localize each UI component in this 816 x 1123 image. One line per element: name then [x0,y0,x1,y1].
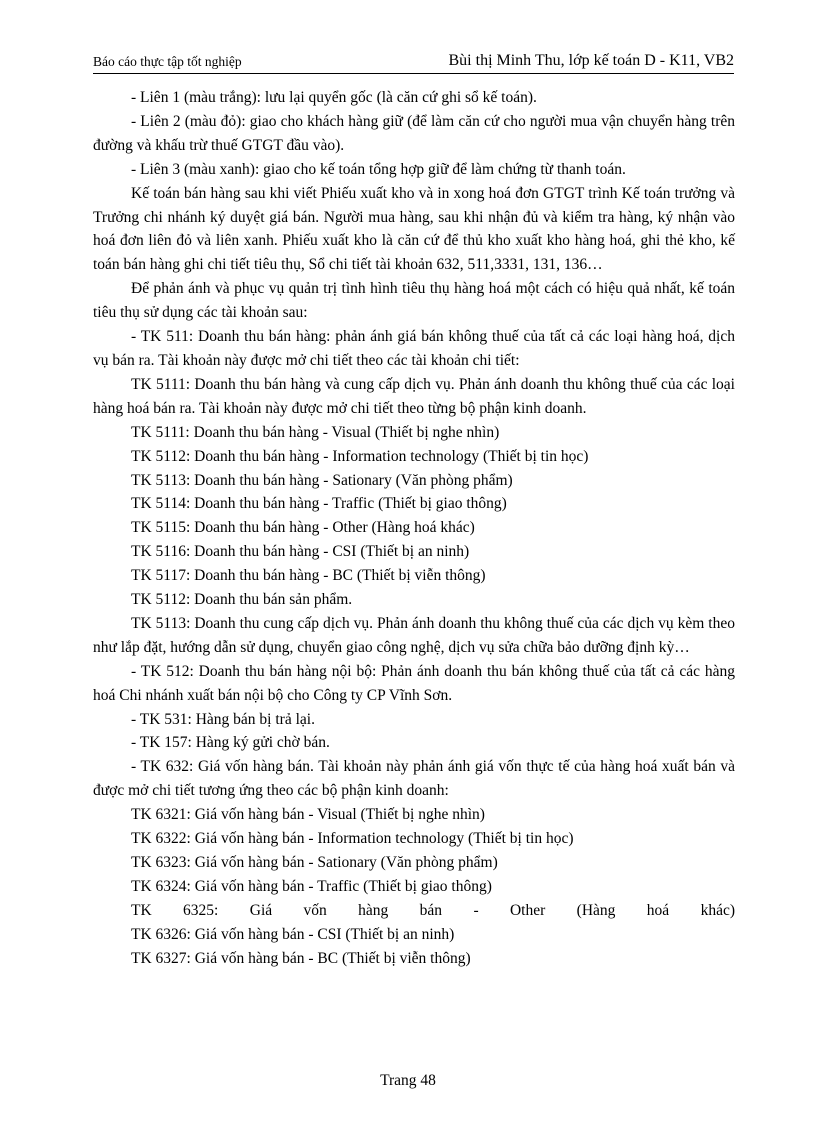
page-number: Trang 48 [380,1072,436,1089]
header-divider [93,73,734,74]
list-item-tk-5116: TK 5116: Doanh thu bán hàng - CSI (Thiết bị an ninh) [131,543,470,561]
list-item-tk-5112: TK 5112: Doanh thu bán hàng - Information technology (Thiết bị tin học) [131,447,589,465]
list-item-tk-5111: TK 5111: Doanh thu bán hàng - Visual (Thiết bị nghe nhìn) [131,423,500,441]
list-item-tk-6322: TK 6322: Giá vốn hàng bán - Information technology (Thiết bị tin học) [131,830,574,848]
list-item-tk-5115: TK 5115: Doanh thu bán hàng - Other (Hàng hoá khác) [131,519,475,537]
paragraph-copy-3: - Liên 3 (màu xanh): giao cho kế toán tổng hợp giữ để làm chứng từ thanh toán. [131,160,626,178]
list-item-tk-6327: TK 6327: Giá vốn hàng bán - BC (Thiết bị viễn thông) [131,949,471,967]
paragraph-tk-5111: TK 5111: Doanh thu bán hàng và cung cấp dịch vụ. Phản ánh doanh thu không thuế của các loại hàng hoá bán ra. Tài khoản này được mở chi tiết theo từng bộ phận kinh doanh. [93,375,735,417]
paragraph-tk-5113: TK 5113: Doanh thu cung cấp dịch vụ. Phản ánh doanh thu không thuế của các dịch vụ kèm theo như lắp đặt, hướng dẫn sử dụng, chuyển giao công nghệ, dịch vụ sửa chữa bảo dưỡng định kỳ… [93,614,735,656]
paragraph-copy-2: - Liên 2 (màu đỏ): giao cho khách hàng giữ (để làm căn cứ cho người mua vận chuyển hàng trên đường và khấu trừ thuế GTGT đầu vào). [93,112,735,154]
list-item-tk-6324: TK 6324: Giá vốn hàng bán - Traffic (Thiết bị giao thông) [131,877,492,895]
paragraph-tk-511: - TK 511: Doanh thu bán hàng: phản ánh giá bán không thuế của tất cả các loại hàng hoá, dịch vụ bán ra. Tài khoản này được mở chi tiết theo các tài khoản chi tiết: [93,328,735,369]
paragraph-tk-512: - TK 512: Doanh thu bán hàng nội bộ: Phản ánh doanh thu bán không thuế của tất cả các hàng hoá Chi nhánh xuất bán nội bộ cho Công ty CP Vĩnh Sơn. [93,662,735,704]
list-item-tk-6323: TK 6323: Giá vốn hàng bán - Sationary (Văn phòng phẩm) [131,854,498,871]
document-body [93,86,735,971]
paragraph-accounts-intro: Để phản ánh và phục vụ quản trị tình hình tiêu thụ hàng hoá một cách có hiệu quả nhất, kế toán tiêu thụ sử dụng các tài khoản sau: [93,280,735,322]
page-header [93,48,734,70]
paragraph-tk-157: - TK 157: Hàng ký gửi chờ bán. [131,734,330,752]
list-item-tk-5114: TK 5114: Doanh thu bán hàng - Traffic (Thiết bị giao thông) [131,495,507,513]
paragraph-tk-531: - TK 531: Hàng bán bị trả lại. [131,710,315,728]
header-report-title: Báo cáo thực tập tốt nghiệp [93,54,242,69]
paragraph-copy-1: - Liên 1 (màu trắng): lưu lại quyển gốc (là căn cứ ghi sổ kế toán). [131,89,537,106]
list-item-tk-6325: TK 6325: Giá vốn hàng bán - Other (Hàng hoá khác) [131,901,735,919]
header-author-info: Bùi thị Minh Thu, lớp kế toán D - K11, VB2 [448,52,734,69]
paragraph-sales-procedure: Kế toán bán hàng sau khi viết Phiếu xuất kho và in xong hoá đơn GTGT trình Kế toán trưởng và Trưởng chi nhánh ký duyệt giá bán. Người mua hàng, sau khi nhận đủ và kiểm tra hàng, ký nhận vào hoá đơn liên đỏ và liên xanh. Phiếu xuất kho là căn cứ để thủ kho xuất kho hàng hoá, ghi thẻ kho, kế toán bán hàng ghi chi tiết tiêu thụ, Sổ chi tiết tài khoản 632, 511,3331, 131, 136… [93,184,735,274]
list-item-tk-5113: TK 5113: Doanh thu bán hàng - Sationary (Văn phòng phẩm) [131,471,513,489]
list-item-tk-6321: TK 6321: Giá vốn hàng bán - Visual (Thiết bị nghe nhìn) [131,806,485,824]
paragraph-tk-5112: TK 5112: Doanh thu bán sản phẩm. [131,591,353,609]
list-item-tk-6326: TK 6326: Giá vốn hàng bán - CSI (Thiết bị an ninh) [131,925,455,943]
list-item-tk-5117: TK 5117: Doanh thu bán hàng - BC (Thiết bị viễn thông) [131,567,486,585]
paragraph-tk-632: - TK 632: Giá vốn hàng bán. Tài khoản này phản ánh giá vốn thực tế của hàng hoá xuất bán và được mở chi tiết tương ứng theo các bộ phận kinh doanh: [93,758,735,800]
